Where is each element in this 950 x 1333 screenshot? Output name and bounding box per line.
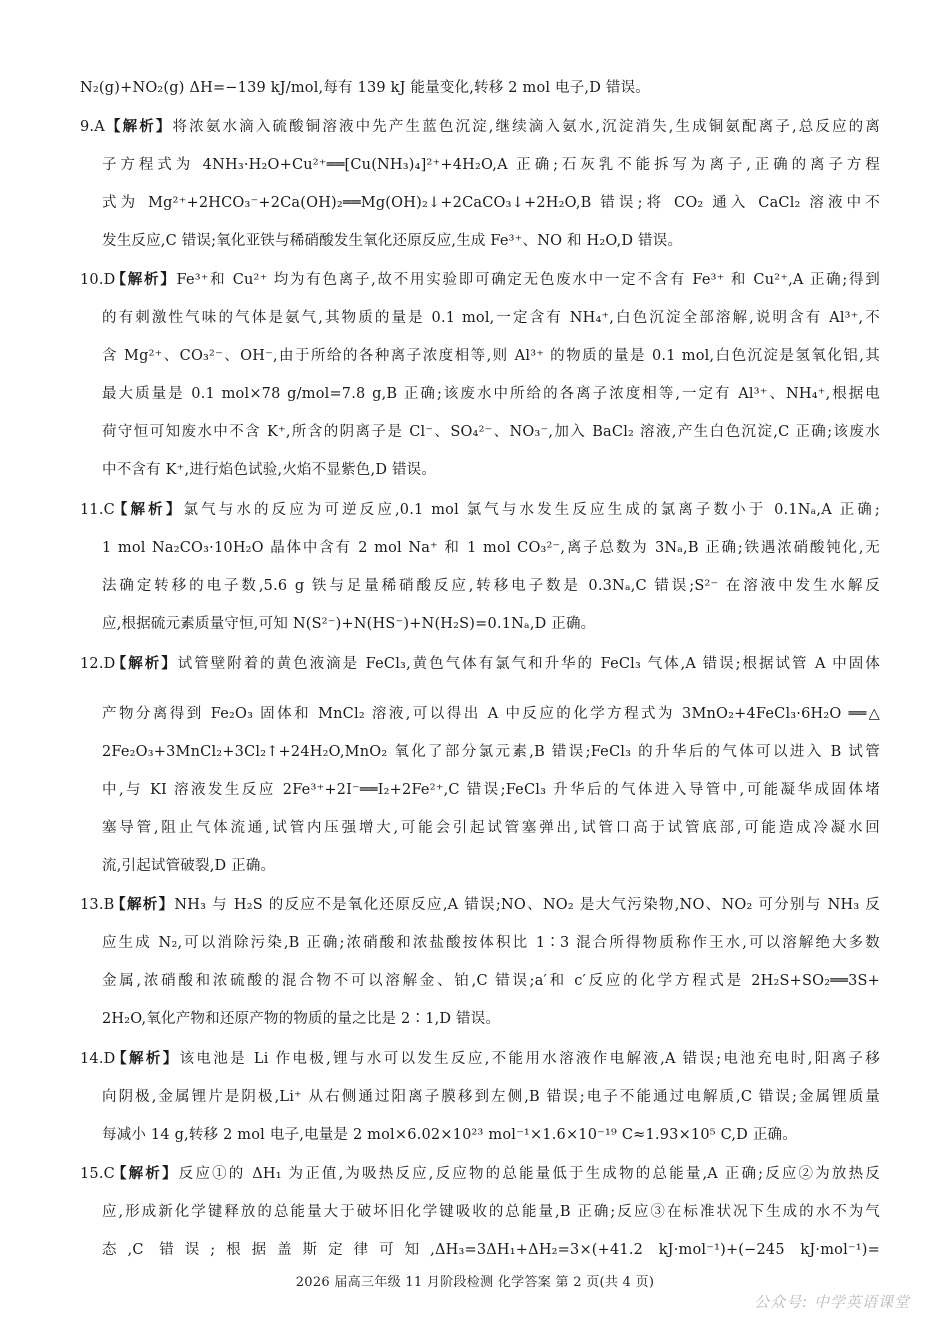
answer-15-line — [80, 1164, 880, 1184]
text-line: 最大质量是 0.1 mol×78 g/mol=7.8 g,B 正确;该废水中所给的各离子浓度相等,一定有 Al³⁺、NH₄⁺,根据电 — [102, 386, 880, 402]
text-line: 2Fe₂O₃+3MnCl₂+3Cl₂↑+24H₂O,MnO₂ 氧化了部分氯元素,B 错误;FeCl₃ 的升华后的气体可以进入 B 试管 — [102, 744, 880, 760]
analysis-label: 【解析】 — [110, 1166, 179, 1182]
text-line: 中不含有 K⁺,进行焰色试验,火焰不显紫色,D 错误。 — [102, 462, 437, 478]
text-line: 塞导管,阻止气体流通,试管内压强增大,可能会引起试管塞弹出,试管口高于试管底部,可能造成冷凝水回 — [102, 820, 880, 836]
text-line: 流,引起试管破裂,D 正确。 — [102, 858, 276, 874]
text-line: 2H₂O,氧化产物和还原产物的物质的量之比是 2∶1,D 错误。 — [102, 1011, 501, 1027]
question-number: 10.D — [80, 272, 116, 288]
analysis-label: 【解析】 — [110, 272, 177, 288]
answer-9-line — [80, 117, 880, 137]
text-line: 的有刺激性气味的气体是氨气,其物质的量是 0.1 mol,一定含有 NH₄⁺,白色沉淀全部溶解,说明含有 Al³⁺,不 — [102, 310, 880, 326]
text-span: 反应①的 ΔH₁ 为正值,为吸热反应,反应物的总能量低于生成物的总能量,A 正确;反应②为放热反 — [178, 1166, 880, 1182]
text-line: 子方程式为 4NH₃·H₂O+Cu²⁺══[Cu(NH₃)₄]²⁺+4H₂O,A 正确;石灰乳不能拆写为离子,正确的离子方程 — [102, 157, 880, 173]
text-line: 态,C 错误;根据盖斯定律可知,ΔH₃=3ΔH₁+ΔH₂=3×(+41.2 kJ·mol⁻¹)+(−245 kJ·mol⁻¹)= — [102, 1242, 880, 1258]
page-footer: 2026 届高三年级 11 月阶段检测 化学答案 第 2 页(共 4 页) — [295, 1275, 655, 1290]
text-line: 含 Mg²⁺、CO₃²⁻、OH⁻,由于所给的各种离子浓度相等,则 Al³⁺ 的物质的量是 0.1 mol,白色沉淀是氢氧化铝,其 — [102, 348, 880, 364]
text-line: 每减小 14 g,转移 2 mol 电子,电量是 2 mol×6.02×10²³ mol⁻¹×1.6×10⁻¹⁹ C≈1.93×10⁵ C,D 正确。 — [102, 1127, 797, 1143]
text-span: NH₃ 与 H₂S 的反应不是氧化还原反应,A 错误;NO、NO₂ 是大气污染物,NO、NO₂ 可分别与 NH₃ 反 — [174, 897, 880, 913]
text-line: 应生成 N₂,可以消除污染,B 正确;浓硝酸和浓盐酸按体积比 1∶3 混合所得物质称作王水,可以溶解绝大多数 — [102, 935, 880, 951]
text-line: 法确定转移的电子数,5.6 g 铁与足量稀硝酸反应,转移电子数是 0.3Nₐ,C 错误;S²⁻ 在溶液中发生水解反 — [102, 578, 880, 594]
text-span: 氯气与水的反应为可逆反应,0.1 mol 氯气与水发生反应生成的氯离子数小于 0.1Nₐ,A 正确; — [183, 502, 880, 518]
text-line: 向阴极,金属锂片是阴极,Li⁺ 从右侧通过阳离子膜移到左侧,B 错误;电子不能通过电解质,C 错误;金属锂质量 — [102, 1089, 880, 1105]
analysis-label: 【解析】 — [104, 119, 173, 135]
answer-14-line — [80, 1049, 880, 1069]
text-line: 金属,浓硝酸和浓硫酸的混合物不可以溶解金、铂,C 错误;a′和 c′反应的化学方程式是 2H₂S+SO₂══3S+ — [102, 973, 880, 989]
text-span: 试管壁附着的黄色液滴是 FeCl₃,黄色气体有氯气和升华的 FeCl₃ 气体,A 错误;根据试管 A 中固体 — [177, 656, 880, 672]
watermark: 公众号: 中学英语课堂 — [754, 1293, 910, 1311]
analysis-label: 【解析】 — [110, 897, 175, 913]
answer-11-line — [80, 500, 880, 520]
analysis-label: 【解析】 — [110, 502, 184, 518]
analysis-label: 【解析】 — [110, 656, 178, 672]
text-line: 应,根据硫元素质量守恒,可知 N(S²⁻)+N(HS⁻)+N(H₂S)=0.1Nₐ,D 正确。 — [102, 616, 596, 632]
analysis-label: 【解析】 — [110, 1051, 180, 1067]
text-line: 1 mol Na₂CO₃·10H₂O 晶体中含有 2 mol Na⁺ 和 1 mol CO₃²⁻,离子总数为 3Nₐ,B 正确;铁遇浓硝酸钝化,无 — [102, 540, 880, 556]
question-number: 9.A — [80, 119, 105, 135]
question-number: 13.B — [80, 897, 115, 913]
answer-12-line — [80, 654, 880, 674]
text-line: 式为 Mg²⁺+2HCO₃⁻+2Ca(OH)₂══Mg(OH)₂↓+2CaCO₃↓+2H₂O,B 错误;将 CO₂ 通入 CaCl₂ 溶液中不 — [102, 195, 880, 211]
question-number: 15.C — [80, 1166, 115, 1182]
question-number: 12.D — [80, 656, 116, 672]
answer-13-line — [80, 895, 880, 915]
text-line: 应,形成新化学键释放的总能量大于破坏旧化学键吸收的总能量,B 正确;反应③在标准状况下生成的水不为气 — [102, 1204, 880, 1220]
answer-10-line — [80, 270, 880, 290]
question-number: 11.C — [80, 502, 115, 518]
text-line: 中,与 KI 溶液发生反应 2Fe³⁺+2I⁻══I₂+2Fe²⁺,C 错误;FeCl₃ 升华后的气体进入导管中,可能凝华成固体堵 — [102, 782, 880, 798]
text-span: Fe³⁺和 Cu²⁺ 均为有色离子,故不用实验即可确定无色废水中一定不含有 Fe³⁺ 和 Cu²⁺,A 正确;得到 — [176, 272, 880, 288]
question-number: 14.D — [80, 1051, 116, 1067]
text-line: 发生反应,C 错误;氧化亚铁与稀硝酸发生氧化还原反应,生成 Fe³⁺、NO 和 H₂O,D 错误。 — [102, 233, 683, 249]
text-line: N₂(g)+NO₂(g) ΔH=−139 kJ/mol,每有 139 kJ 能量变化,转移 2 mol 电子,D 错误。 — [80, 80, 650, 96]
text-span: 将浓氨水滴入硫酸铜溶液中先产生蓝色沉淀,继续滴入氨水,沉淀消失,生成铜氨配离子,总反应的离 — [172, 119, 880, 135]
text-line: 产物分离得到 Fe₂O₃ 固体和 MnCl₂ 溶液,可以得出 A 中反应的化学方程式为 3MnO₂+4FeCl₃·6H₂O ══△ — [102, 706, 880, 722]
text-span: 该电池是 Li 作电极,锂与水可以发生反应,不能用水溶液作电解液,A 错误;电池充电时,阳离子移 — [179, 1051, 880, 1067]
text-line: 荷守恒可知废水中不含 K⁺,所含的阴离子是 Cl⁻、SO₄²⁻、NO₃⁻,加入 BaCl₂ 溶液,产生白色沉淀,C 正确;该废水 — [102, 424, 880, 440]
